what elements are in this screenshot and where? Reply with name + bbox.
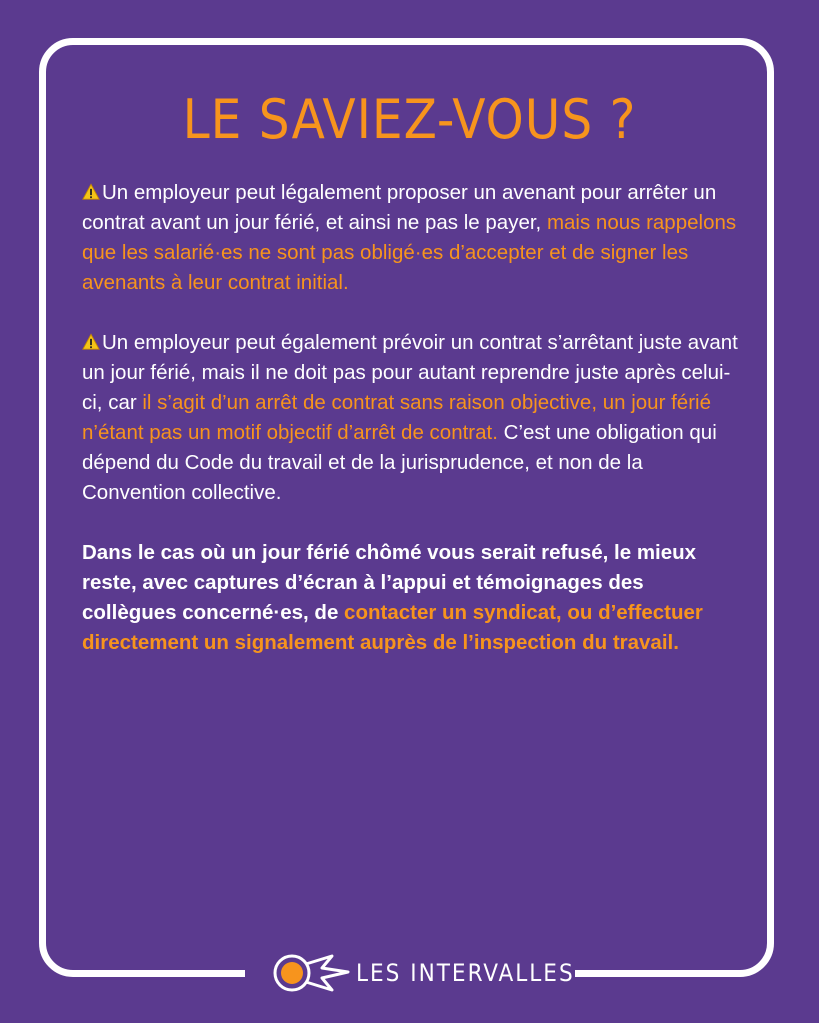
paragraph-1-highlight: mais nous rappelons que les salarié·es ne sont pas obligé·es d’accepter et de signer les avenants à leur contrat initial. (82, 211, 737, 294)
paragraph-3 (82, 538, 742, 658)
content (82, 178, 742, 688)
paragraph-2 (82, 328, 742, 508)
paragraph-3-text: Dans le cas où un jour férié chômé vous serait refusé, le mieux reste, avec captures d’écran à l’appui et témoignages des collègues concerné·es, de (82, 541, 697, 624)
comet-icon (270, 950, 352, 996)
page-title: LE SAVIEZ-VOUS ? (182, 88, 637, 151)
footer (0, 936, 819, 1016)
paragraph-2-text-end: C’est une obligation qui dépend du Code du travail et de la jurisprudence, et non de la Convention collective. (82, 421, 717, 504)
warning-icon (82, 183, 100, 201)
brand-name: LES INTERVALLES (356, 959, 575, 987)
warning-icon (82, 333, 100, 351)
paragraph-3-highlight: contacter un syndicat, ou d’effectuer directement un signalement auprès de l’inspection du travail. (82, 601, 703, 654)
paragraph-2-text: Un employeur peut également prévoir un contrat s’arrêtant juste avant un jour férié, mais il ne doit pas pour autant reprendre juste après celui-ci, car (82, 331, 738, 414)
paragraph-1 (82, 178, 742, 298)
paragraph-2-highlight: il s’agit d’un arrêt de contrat sans raison objective, un jour férié n’étant pas un motif objectif d’arrêt de contrat. (82, 391, 711, 444)
paragraph-1-text: Un employeur peut légalement proposer un avenant pour arrêter un contrat avant un jour férié, et ainsi ne pas le payer, (82, 181, 717, 234)
logo (270, 950, 575, 996)
